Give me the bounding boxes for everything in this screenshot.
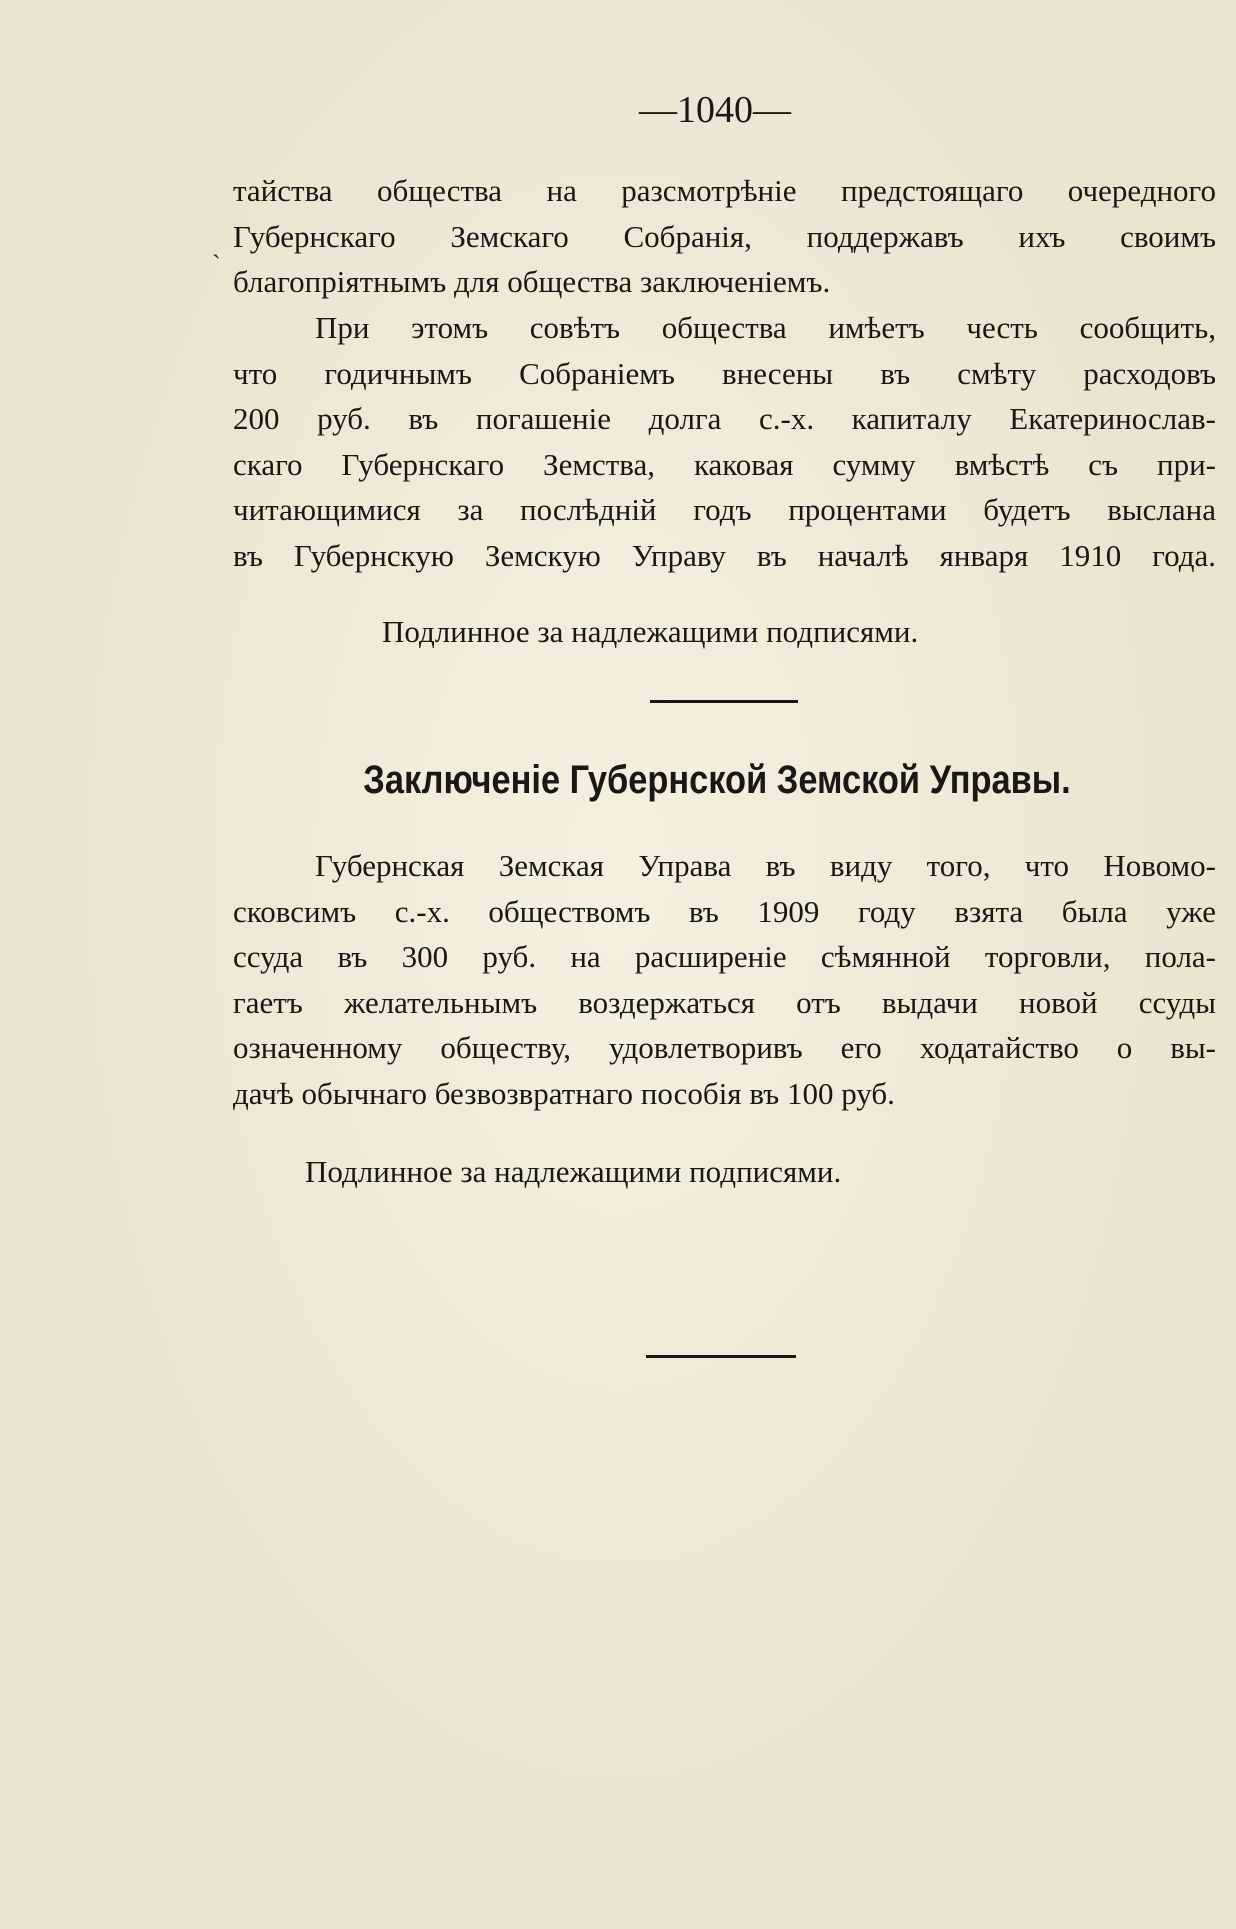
text-line: Губернская Земская Управа въ виду того, что Новомо- <box>315 848 1216 883</box>
text-line: сковсимъ с.-х. обществомъ въ 1909 году взята была уже <box>233 893 1216 929</box>
text-line: гаетъ желательнымъ воздержаться отъ выдачи новой ссуды <box>233 984 1216 1020</box>
page-number: —1040— <box>639 89 791 131</box>
text-line: означенному обществу, удовлетворивъ его ходатайство о вы- <box>233 1030 1216 1065</box>
paragraph-council-report <box>233 305 1216 578</box>
text-line: При этомъ совѣтъ общества имѣетъ честь сообщить, <box>315 310 1216 345</box>
signature-note: Подлинное за надлежащими подписями. <box>305 1154 842 1189</box>
paragraph-board-conclusion <box>233 843 1216 1116</box>
text-line: благопріятнымъ для общества заключеніемъ. <box>233 264 831 299</box>
paragraph-continuation <box>233 168 1216 305</box>
text-line: ссуда въ 300 руб. на расширеніе сѣмянной торговли, пола- <box>233 939 1216 974</box>
signature-note: Подлинное за надлежащими подписями. <box>382 614 919 649</box>
divider-rule <box>650 700 798 703</box>
text-line: 200 руб. въ погашеніе долга с.-х. капиталу Екатеринослав- <box>233 401 1216 436</box>
text-line: тайства общества на разсмотрѣніе предстоящаго очередного <box>233 173 1216 208</box>
ink-mark: ` <box>212 250 221 279</box>
text-line: что годичнымъ Собраніемъ внесены въ смѣту расходовъ <box>233 355 1216 391</box>
section-heading: Заключеніе Губернской Земской Управы. <box>363 758 1071 802</box>
text-line: дачѣ обычнаго безвозвратнаго пособія въ 100 руб. <box>233 1075 895 1111</box>
text-line: читающимися за послѣдній годъ процентами будетъ выслана <box>233 492 1216 527</box>
text-line: скаго Губернскаго Земства, каковая сумму вмѣстѣ съ при- <box>233 446 1216 482</box>
text-line: въ Губернскую Земскую Управу въ началѣ января 1910 года. <box>233 537 1216 573</box>
text-line: Губернскаго Земскаго Собранія, поддержавъ ихъ своимъ <box>233 218 1216 254</box>
divider-rule <box>646 1355 796 1358</box>
